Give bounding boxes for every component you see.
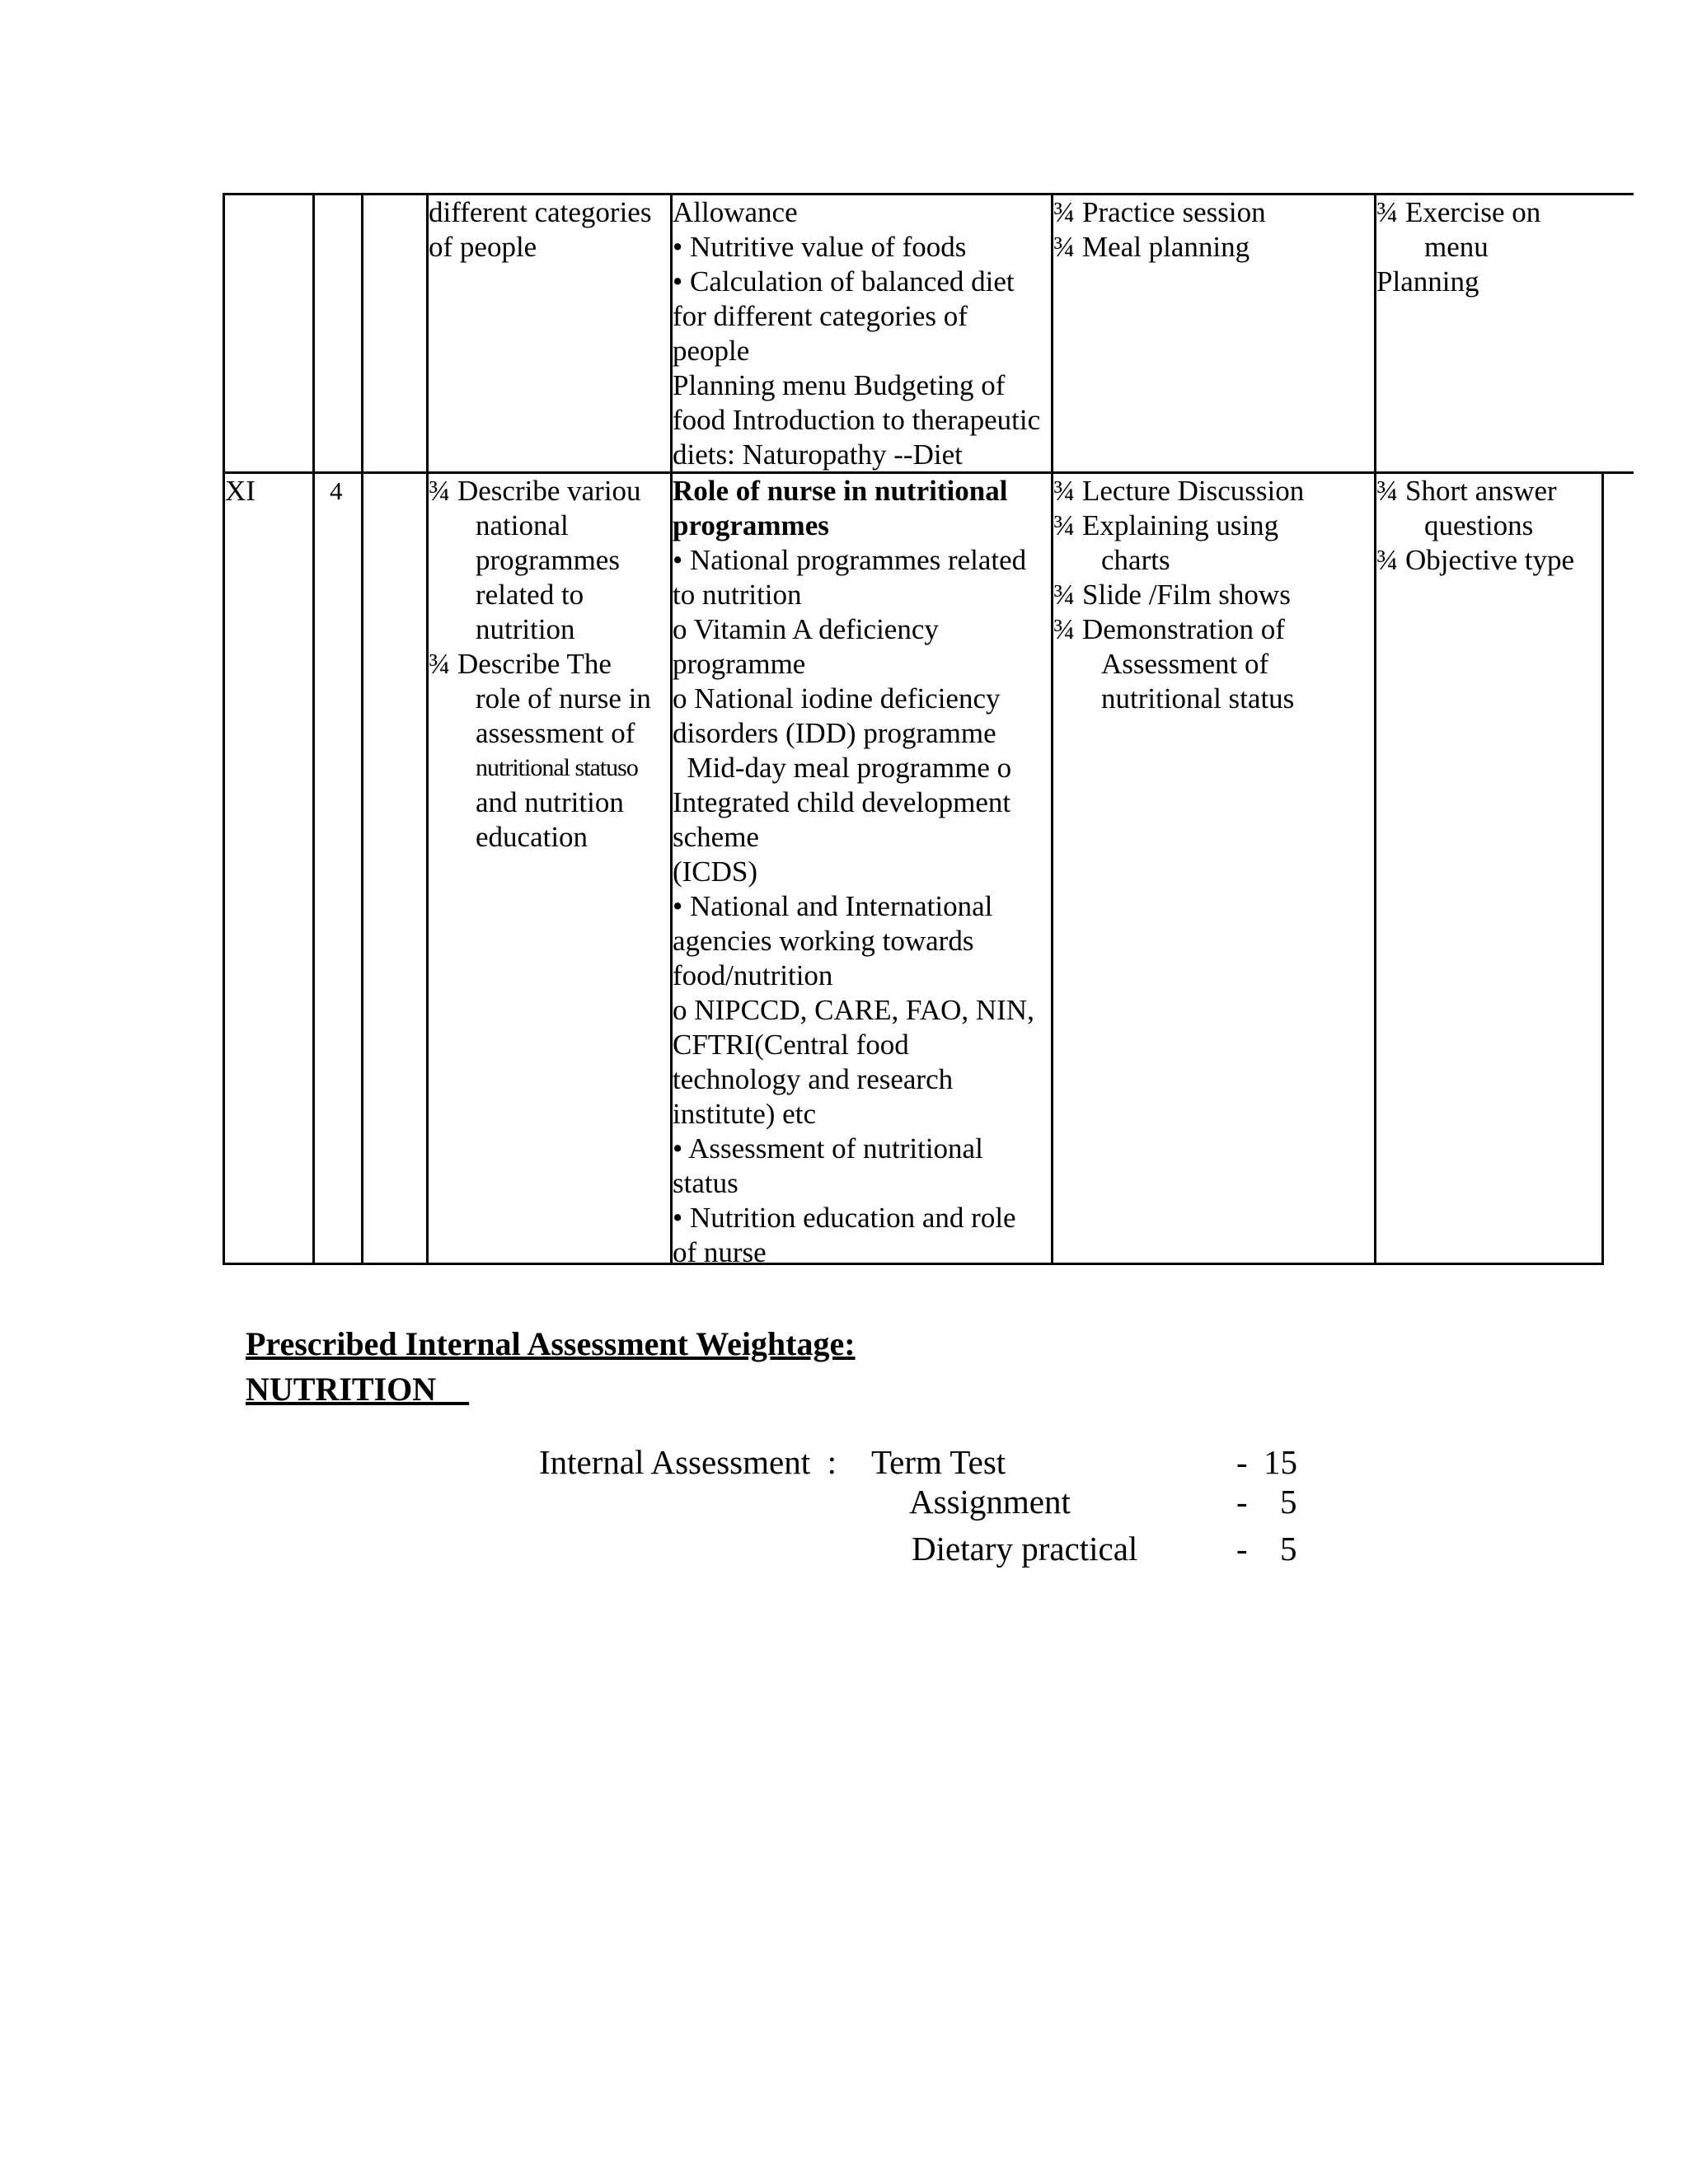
content-line: Integrated child development — [673, 786, 1011, 818]
item-marks: 5 — [1280, 1483, 1297, 1521]
table-col-line — [1051, 193, 1053, 1265]
objectives-line: related to — [476, 579, 584, 611]
table-col-line — [1601, 471, 1604, 1265]
prev-row-objectives — [429, 195, 651, 265]
xi-methods — [1053, 474, 1304, 716]
evaluation-line: ¾ Exercise on — [1376, 196, 1541, 228]
content-line: food/nutrition — [673, 959, 833, 991]
objectives-line: national — [476, 509, 569, 541]
content-line: • Nutritive value of foods — [673, 231, 967, 263]
evaluation-line: menu — [1424, 231, 1489, 263]
content-line: people — [673, 335, 750, 367]
table-col-line — [223, 193, 225, 1265]
item-name-term-test: Term Test — [871, 1443, 1006, 1481]
content-line: of nurse — [673, 1236, 767, 1268]
content-line: o National iodine deficiency — [673, 682, 1001, 715]
content-line: status — [673, 1167, 738, 1199]
objectives-line: education — [476, 821, 588, 853]
assessment-heading — [246, 1321, 856, 1412]
item-dash: - — [1236, 1443, 1248, 1481]
content-line: (ICDS) — [673, 855, 758, 888]
unit-number — [225, 474, 256, 509]
methods-line: ¾ Explaining using — [1053, 509, 1279, 541]
evaluation-line: questions — [1424, 509, 1534, 541]
content-line: to nutrition — [673, 579, 802, 611]
content-line: scheme — [673, 821, 759, 853]
content-line: o Vitamin A deficiency — [673, 613, 939, 645]
heading-line-2: NUTRITION — [246, 1371, 470, 1408]
content-line: disorders (IDD) programme — [673, 717, 996, 749]
table-col-line — [312, 193, 315, 1265]
evaluation-line: ¾ Objective type — [1376, 544, 1575, 576]
unit-label: XI — [225, 475, 256, 507]
content-line: programme — [673, 648, 806, 680]
content-line: diets: Naturopathy --Diet — [673, 438, 963, 471]
table-col-line — [361, 193, 363, 1265]
xi-content — [673, 474, 1034, 1270]
methods-line: ¾ Lecture Discussion — [1053, 475, 1305, 507]
internal-assessment-label: Internal Assessment : — [539, 1443, 837, 1481]
objectives-line: different categories — [429, 196, 652, 228]
objectives-line: nutrition — [476, 613, 575, 645]
content-line: technology and research — [673, 1063, 954, 1095]
heading-line-1: Prescribed Internal Assessment Weightage: — [246, 1325, 856, 1362]
methods-line: ¾ Meal planning — [1053, 231, 1250, 263]
xi-evaluation — [1376, 474, 1574, 578]
item-dash: - — [1236, 1483, 1248, 1521]
content-line: o NIPCCD, CARE, FAO, NIN, — [673, 994, 1034, 1026]
prev-row-evaluation — [1376, 195, 1540, 299]
content-line: • Assessment of nutritional — [673, 1132, 983, 1165]
content-line: • National and International — [673, 890, 993, 922]
content-line: CFTRI(Central food — [673, 1029, 909, 1061]
content-line: agencies working towards — [673, 925, 974, 957]
content-line: • Calculation of balanced diet — [673, 265, 1015, 298]
xi-objectives — [429, 474, 651, 855]
objectives-line: ¾ Describe variou — [429, 475, 641, 507]
item-name-dietary-practical: Dietary practical — [912, 1530, 1138, 1568]
content-line: institute) etc — [673, 1098, 816, 1130]
content-line: food Introduction to therapeutic — [673, 404, 1041, 436]
content-title-line: programmes — [673, 509, 829, 541]
methods-line: nutritional status — [1101, 682, 1295, 715]
hours-label: 4 — [330, 476, 343, 505]
content-line: • Nutrition education and role — [673, 1202, 1016, 1234]
item-dash: - — [1236, 1530, 1248, 1568]
objectives-line: role of nurse in — [476, 682, 651, 715]
evaluation-line: Planning — [1376, 265, 1479, 298]
methods-line: ¾ Slide /Film shows — [1053, 579, 1291, 611]
evaluation-line: ¾ Short answer — [1376, 475, 1557, 507]
objectives-line: ¾ Describe The — [429, 648, 612, 680]
methods-line: Assessment of — [1101, 648, 1269, 680]
objectives-line: assessment of — [476, 717, 635, 749]
item-name-assignment: Assignment — [909, 1483, 1071, 1521]
content-line: Allowance — [673, 196, 798, 228]
objectives-line: nutritional statuso — [476, 754, 638, 781]
content-line: for different categories of — [673, 300, 968, 332]
objectives-line: and nutrition — [476, 786, 624, 818]
item-marks: 5 — [1280, 1530, 1297, 1568]
table-col-line — [1374, 193, 1376, 1265]
item-marks: 15 — [1264, 1443, 1297, 1481]
hours — [330, 474, 343, 509]
content-line: Mid-day meal programme o — [673, 752, 1012, 784]
methods-line: ¾ Demonstration of — [1053, 613, 1285, 645]
objectives-line: programmes — [476, 544, 620, 576]
content-line: Planning menu Budgeting of — [673, 369, 1006, 401]
prev-row-methods — [1053, 195, 1266, 265]
methods-line: charts — [1101, 544, 1170, 576]
content-line: • National programmes related — [673, 544, 1027, 576]
prev-row-content — [673, 195, 1040, 472]
methods-line: ¾ Practice session — [1053, 196, 1266, 228]
objectives-line: of people — [429, 231, 537, 263]
content-title-line: Role of nurse in nutritional — [673, 475, 1008, 507]
